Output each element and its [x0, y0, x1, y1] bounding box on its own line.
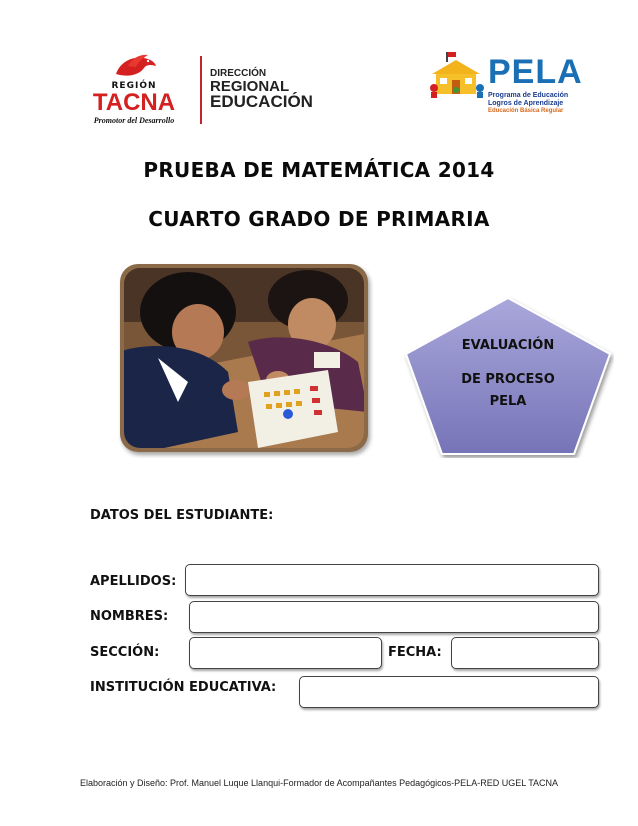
- pela-subtitle-2: Logros de Aprendizaje: [488, 100, 564, 107]
- badge-line-2: DE PROCESO: [461, 372, 555, 387]
- footer-credit: Elaboración y Diseño: Prof. Manuel Luque Llanqui-Formador de Acompañantes Pedagógicos-PELA-RED UGEL TACNA: [79, 778, 559, 788]
- apellidos-label: APELLIDOS:: [90, 574, 177, 589]
- bird-icon: [110, 52, 158, 82]
- badge-line-1: EVALUACIÓN: [461, 338, 555, 353]
- header-divider: [200, 56, 202, 124]
- evaluation-badge: [402, 296, 614, 458]
- grade-title: CUARTO GRADO DE PRIMARIA: [148, 207, 490, 231]
- apellidos-field[interactable]: [185, 564, 599, 596]
- institucion-field[interactable]: [299, 676, 599, 708]
- seccion-field[interactable]: [189, 637, 382, 669]
- student-data-heading: DATOS DEL ESTUDIANTE:: [90, 508, 274, 523]
- nombres-label: NOMBRES:: [90, 609, 169, 624]
- pela-subtitle-3: Educación Básica Regular: [488, 108, 564, 114]
- direccion-line-1: DIRECCIÓN: [210, 68, 267, 79]
- exam-title: PRUEBA DE MATEMÁTICA 2014: [143, 158, 495, 182]
- nombres-field[interactable]: [189, 601, 599, 633]
- direccion-line-2: REGIONAL: [210, 78, 290, 95]
- region-tacna-logo: [78, 52, 190, 130]
- students-photo: [118, 262, 374, 458]
- badge-line-3: PELA: [489, 394, 527, 409]
- pela-name: PELA: [488, 53, 583, 91]
- region-slogan: Promotor del Desarrollo: [93, 116, 175, 125]
- fecha-field[interactable]: [451, 637, 599, 669]
- institucion-label: INSTITUCIÓN EDUCATIVA:: [90, 680, 277, 695]
- direccion-line-3: EDUCACIÓN: [210, 92, 313, 111]
- fecha-label: FECHA:: [388, 645, 442, 660]
- school-house-icon: [428, 52, 486, 98]
- region-label: REGIÓN: [111, 81, 157, 91]
- region-name: TACNA: [92, 89, 176, 116]
- seccion-label: SECCIÓN:: [90, 645, 160, 660]
- pela-logo: [428, 50, 583, 120]
- pela-subtitle-1: Programa de Educación: [488, 92, 569, 99]
